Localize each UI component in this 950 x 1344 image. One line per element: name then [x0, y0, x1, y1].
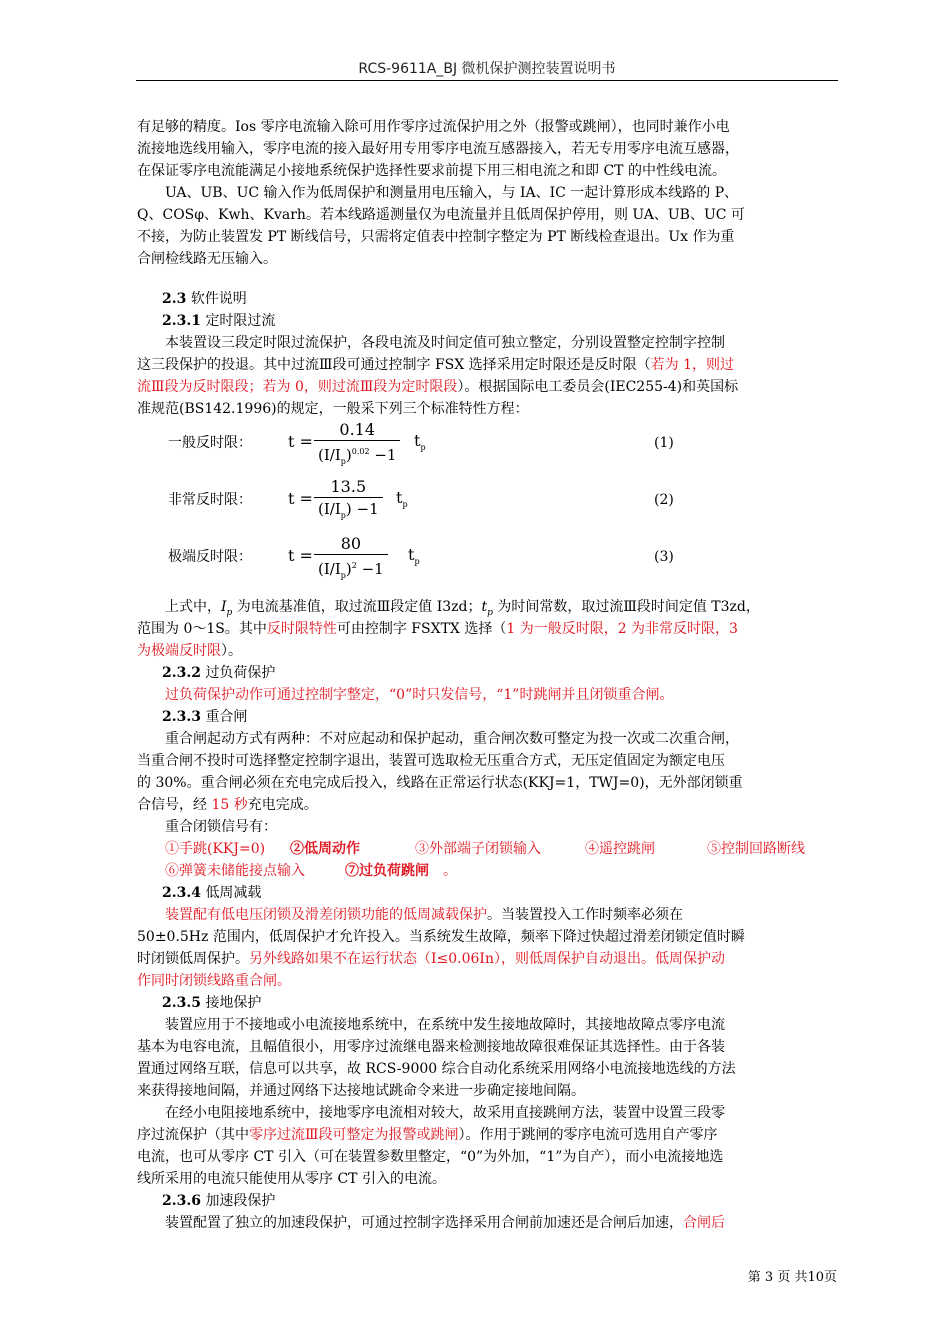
highlight-text: 15 秒: [211, 797, 248, 813]
formula-number: (2): [654, 492, 674, 508]
formula-number: (1): [654, 435, 674, 451]
text-run: ）。作用于跳闸的零序电流可选用自产零序: [458, 1127, 718, 1143]
formula-fraction: [314, 477, 383, 527]
formula-denominator: [314, 555, 388, 587]
symbol-sub: p: [226, 607, 233, 618]
formula-label: 非常反时限：: [168, 492, 252, 508]
symbol-tp: [481, 599, 493, 618]
den-exponent: 0.02: [351, 447, 370, 456]
text-run: 为电流基准值，取过流Ⅲ段定值 I3zd；: [232, 599, 482, 615]
highlight-text-line: 过负荷保护动作可通过控制字整定，“0”时只发信号，“1”时跳闸并且闭锁重合闸。: [165, 687, 674, 703]
formula-extremely-inverse: [168, 534, 838, 580]
highlight-text: 反时限特性: [266, 621, 337, 637]
text-run: 序过流保护（其中: [137, 1127, 249, 1143]
den-close: ): [345, 560, 352, 578]
highlight-text: 装置配有低电压闭锁及滑差闭锁功能的低周减载保护: [165, 907, 487, 923]
den-exponent: 2: [351, 561, 357, 570]
blocking-signal-item: ⑥弹簧未储能接点输入: [165, 863, 305, 879]
blocking-signal-list: [165, 860, 837, 882]
highlight-text: 若为 1，则过: [650, 357, 735, 373]
formula-very-inverse: [168, 477, 838, 523]
formula-normal-inverse: [168, 420, 838, 466]
formula-t-equals: t =: [288, 546, 313, 565]
text-line: Q、COSφ、Kwh、Kvarh。若本线路遥测量仅为电流量并且低周保护停用，则 UA、UB、UC 可: [137, 207, 745, 223]
tp-t: t: [414, 431, 421, 450]
den-tail: −1: [369, 446, 397, 464]
formula-denominator: [314, 441, 400, 473]
text-line: [137, 640, 837, 662]
text-line: 置通过网络互联，信息可以共享，故 RCS-9000 综合自动化系统采用网络小电流接地选线的方法: [137, 1061, 736, 1077]
text-line: 来获得接地间隔，并通过网络下达接地试跳命令来进一步确定接地间隔。: [137, 1083, 585, 1099]
text-run: 。: [443, 863, 457, 879]
formula-number: (3): [654, 549, 674, 565]
section-heading-2-3-3: [162, 706, 837, 728]
den-base: (I/I: [318, 560, 341, 578]
section-number: 2.3.1: [162, 313, 201, 329]
text-line: 合闸检线路无压输入。: [137, 251, 277, 267]
text-line: [165, 904, 837, 926]
formula-denominator: [314, 498, 383, 527]
text-line: [165, 596, 837, 618]
section-heading-2-3-1: [162, 310, 837, 332]
highlight-text: 1 为一般反时限，2 为非常反时限，3: [506, 621, 738, 637]
section-title: 定时限过流: [205, 313, 276, 329]
text-line: [137, 354, 837, 376]
formula-numerator: 13.5: [314, 477, 383, 498]
text-line: [137, 1124, 837, 1146]
symbol-ip: [221, 599, 233, 618]
tp-sub: p: [420, 443, 426, 453]
formula-label: 极端反时限：: [168, 549, 252, 565]
text-run: 为时间常数，取过流Ⅲ段时间定值 T3zd，: [492, 599, 760, 615]
blocking-signal-item: ④遥控跳闸: [585, 841, 655, 857]
tp-sub: p: [414, 557, 420, 567]
text-run: 装置配置了独立的加速段保护，可通过控制字选择采用合闸前加速还是合闸后加速，: [165, 1215, 683, 1231]
section-number: 2.3: [162, 291, 187, 307]
text-line: 的 30%。重合闸必须在充电完成后投入，线路在正常运行状态(KKJ=1，TWJ=0)，无外部闭锁重: [137, 775, 743, 791]
section-heading-2-3-4: [162, 882, 837, 904]
text-line: [137, 948, 837, 970]
symbol-sub: p: [487, 607, 493, 618]
den-base: (I/I: [318, 500, 341, 518]
den-tail: −1: [351, 500, 379, 518]
text-line: 当重合闸不投时可选择整定控制字退出，装置可选取检无压重合方式，无压定值固定为额定电压: [137, 753, 725, 769]
section-heading-2-3: [162, 288, 837, 310]
formula-t-equals: t =: [288, 432, 313, 451]
formula-tp: [414, 430, 426, 459]
section-title: 过负荷保护: [205, 665, 276, 681]
text-line: 电流，也可从零序 CT 引入（可在装置参数里整定，“0”为外加，“1”为自产），而小电流接地选: [137, 1149, 724, 1165]
section-number: 2.3.5: [162, 995, 201, 1011]
page-header-title: RCS-9611A_BJ 微机保护测控装置说明书: [358, 61, 616, 77]
text-line: 基本为电容电流，且幅值很小，用零序过流继电器来检测接地故障很难保证其选择性。由于各装: [137, 1039, 725, 1055]
text-line: 在保证零序电流能满足小接地系统保护选择性要求前提下用三相电流之和即 CT 的中性线电流。: [137, 163, 726, 179]
tp-t: t: [396, 488, 403, 507]
section-number: 2.3.2: [162, 665, 201, 681]
section-heading-2-3-6: [162, 1190, 837, 1212]
text-line: [137, 794, 837, 816]
section-number: 2.3.3: [162, 709, 201, 725]
section-title: 低周减载: [205, 885, 262, 901]
text-run: 可由控制字 FSXTX 选择（: [336, 621, 507, 637]
blocking-signal-item: ②低周动作: [290, 841, 360, 857]
formula-tp: [396, 487, 408, 516]
text-line: 装置应用于不接地或小电流接地系统中，在系统中发生接地故障时，其接地故障点零序电流: [165, 1017, 725, 1033]
formula-tp: [408, 544, 420, 573]
blocking-signal-list: [165, 838, 837, 860]
tp-sub: p: [402, 500, 408, 510]
text-line: [165, 1212, 837, 1234]
text-line: [137, 618, 837, 640]
section-title: 加速段保护: [205, 1193, 276, 1209]
formula-numerator: 80: [314, 534, 388, 555]
text-line: UA、UB、UC 输入作为低周保护和测量用电压输入，与 IA、IC 一起计算形成本线路的 P、: [165, 185, 739, 201]
text-run: 充电完成。: [247, 797, 318, 813]
text-line: [137, 376, 837, 398]
text-line: 本装置设三段定时限过流保护，各段电流及时间定值可独立整定，分别设置整定控制字控制: [165, 335, 725, 351]
blocking-signal-item: ⑦过负荷跳闸: [345, 863, 429, 879]
formula-t-equals: t =: [288, 489, 313, 508]
blocking-signal-item: ⑤控制回路断线: [707, 841, 805, 857]
highlight-text: 零序过流Ⅲ段可整定为报警或跳闸: [249, 1127, 459, 1143]
section-number: 2.3.4: [162, 885, 201, 901]
blocking-signal-item: ①手跳(KKJ=0): [165, 841, 266, 857]
text-run: 时闭锁低周保护。: [137, 951, 249, 967]
highlight-text: 为极端反时限: [137, 643, 221, 659]
text-run: 上式中，: [165, 599, 221, 615]
highlight-text-line: 作同时闭锁线路重合闸。: [137, 973, 291, 989]
symbol-t: t: [481, 599, 488, 615]
symbol-i: I: [221, 599, 227, 615]
text-run: ）。: [221, 643, 242, 659]
highlight-text: 流Ⅲ段为反时限段；若为 0，则过流Ⅲ段为定时限段: [137, 379, 458, 395]
den-sub: p: [340, 457, 346, 466]
text-run: 合信号，经: [137, 797, 212, 813]
highlight-text: 另外线路如果不在运行状态（I≤0.06In），则低周保护自动退出。低周保护动: [249, 951, 725, 967]
text-line: 重合闸起动方式有两种：不对应起动和保护起动，重合闸次数可整定为投一次或二次重合闸，: [165, 731, 739, 747]
text-line: 50±0.5Hz 范围内，低周保护才允许投入。当系统发生故障，频率下降过快超过滑差闭锁定值时瞬: [137, 929, 745, 945]
header-rule: [136, 80, 838, 81]
formula-numerator: 0.14: [314, 420, 400, 441]
blocking-signal-item: ③外部端子闭锁输入: [415, 841, 541, 857]
text-line: 线所采用的电流只能使用从零序 CT 引入的电流。: [137, 1171, 446, 1187]
page-number-footer: 第 3 页 共10页: [747, 1270, 837, 1285]
formula-fraction: [314, 420, 400, 473]
section-heading-2-3-5: [162, 992, 837, 1014]
den-sub: p: [340, 571, 346, 580]
text-run: 。当装置投入工作时频率必须在: [487, 907, 683, 923]
formula-fraction: [314, 534, 388, 587]
den-base: (I/I: [318, 446, 341, 464]
highlight-text: 合闸后: [683, 1215, 725, 1231]
text-line: 在经小电阻接地系统中，接地零序电流相对较大，故采用直接跳闸方法，装置中设置三段零: [165, 1105, 725, 1121]
text-line: 重合闭锁信号有：: [165, 819, 277, 835]
den-close: ): [345, 500, 352, 518]
formula-label: 一般反时限：: [168, 435, 252, 451]
section-title: 接地保护: [205, 995, 262, 1011]
text-run: ）。根据国际电工委员会(IEC255-4)和英国标: [457, 379, 739, 395]
den-sub: p: [340, 511, 346, 520]
section-title: 重合闸: [205, 709, 248, 725]
text-line: 不接，为防止装置发 PT 断线信号，只需将定值表中控制字整定为 PT 断线检查退出。Ux 作为重: [137, 229, 735, 245]
section-title: 软件说明: [190, 291, 247, 307]
text-run: 这三段保护的投退。其中过流Ⅲ段可通过控制字 FSX 选择采用定时限还是反时限（: [137, 357, 651, 373]
text-line: 流接地选线用输入，零序电流的接入最好用专用零序电流互感器接入，若无专用零序电流互感器，: [137, 141, 739, 157]
text-line: 有足够的精度。Ios 零序电流输入除可用作零序过流保护用之外（报警或跳闸），也同时兼作小电: [137, 119, 730, 135]
den-tail: −1: [356, 560, 384, 578]
section-number: 2.3.6: [162, 1193, 201, 1209]
tp-t: t: [408, 545, 415, 564]
den-close: ): [345, 446, 352, 464]
text-run: 范围为 0～1S。其中: [137, 621, 267, 637]
section-heading-2-3-2: [162, 662, 837, 684]
text-line: 准规范(BS142.1996)的规定，一般采下列三个标准特性方程：: [137, 401, 529, 417]
